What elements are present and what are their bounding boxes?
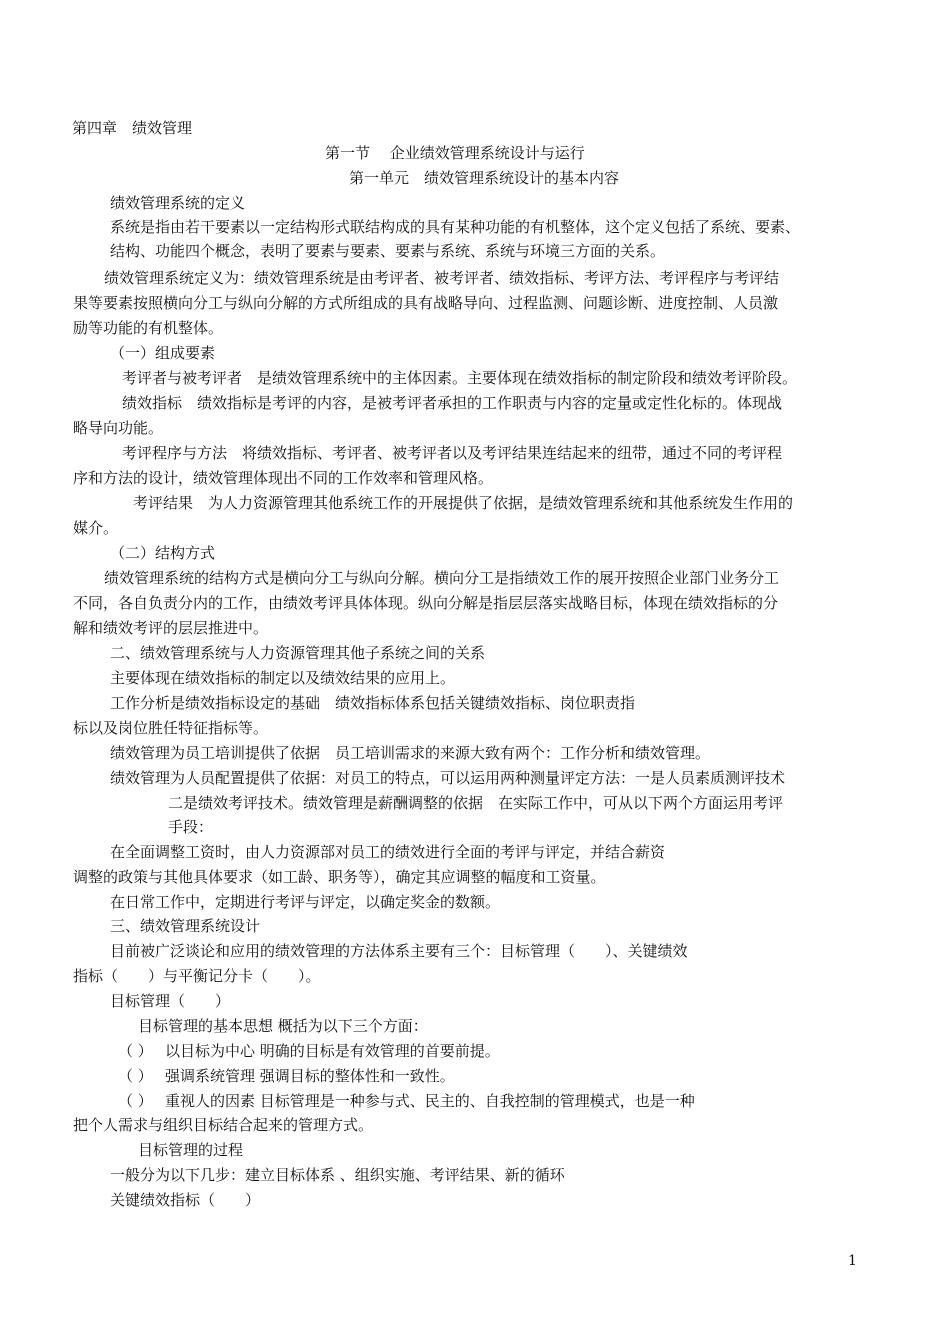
- text-line: 考评者与被考评者 是绩效管理系统中的主体因素。主要体现在绩效指标的制定阶段和绩效考评阶段。: [122, 369, 798, 387]
- text-line: （二）结构方式: [110, 544, 216, 562]
- text-line: 序和方法的设计，绩效管理体现出不同的工作效率和管理风格。: [73, 469, 494, 487]
- text-line: 目前被广泛谈论和应用的绩效管理的方法体系主要有三个：目标管理（ ）、关键绩效: [110, 942, 688, 960]
- text-line: 目标管理的过程: [138, 1141, 244, 1159]
- text-line: 在全面调整工资时，由人力资源部对员工的绩效进行全面的考评与评定，并结合薪资: [110, 843, 666, 861]
- text-line: 调整的政策与其他具体要求（如工龄、职务等），确定其应调整的幅度和工资量。: [73, 868, 606, 886]
- text-line: 绩效管理为员工培训提供了依据 员工培训需求的来源大致有两个：工作分析和绩效管理。: [110, 744, 711, 762]
- text-line: 媒介。: [73, 519, 119, 537]
- text-line: （ ） 重视人的因素 目标管理是一种参与式、民主的、自我控制的管理模式，也是一种: [118, 1092, 695, 1110]
- text-line: 标以及岗位胜任特征指标等。: [73, 719, 269, 737]
- unit-title: 第一单元 绩效管理系统设计的基本内容: [349, 169, 620, 187]
- text-line: 考评结果 为人力资源管理其他系统工作的开展提供了依据，是绩效管理系统和其他系统发生作用的: [133, 494, 794, 512]
- text-line: 目标管理（ ）: [110, 992, 231, 1010]
- text-line: 绩效管理系统的定义: [110, 194, 246, 212]
- text-line: 略导向功能。: [73, 419, 164, 437]
- text-line: 主要体现在绩效指标的制定以及绩效结果的应用上。: [110, 669, 456, 687]
- page-number: 1: [848, 1253, 857, 1269]
- text-line: 解和绩效考评的层层推进中。: [73, 619, 269, 637]
- text-line: 三、绩效管理系统设计: [110, 917, 261, 935]
- text-line: 绩效指标 绩效指标是考评的内容，是被考评者承担的工作职责与内容的定量或定性化标的。体现战: [122, 394, 783, 412]
- text-line: （一）组成要素: [110, 344, 216, 362]
- chapter-title: 第四章 绩效管理: [72, 119, 193, 137]
- text-line: 二是绩效考评技术。绩效管理是薪酬调整的依据 在实际工作中，可从以下两个方面运用考评: [168, 794, 784, 812]
- text-line: 果等要素按照横向分工与纵向分解的方式所组成的具有战略导向、过程监测、问题诊断、进度控制、人员激: [73, 294, 779, 312]
- text-line: 考评程序与方法 将绩效指标、考评者、被考评者以及考评结果连结起来的纽带，通过不同的考评程: [122, 444, 783, 462]
- text-line: 工作分析是绩效指标设定的基础 绩效指标体系包括关键绩效指标、岗位职责指: [110, 694, 636, 712]
- text-line: 指标（ ）与平衡记分卡（ ）。: [73, 967, 321, 985]
- text-line: 系统是指由若干要素以一定结构形式联结构成的具有某种功能的有机整体，这个定义包括了系统、要素、: [110, 218, 801, 236]
- text-line: 结构、功能四个概念，表明了要素与要素、要素与系统、系统与环境三方面的关系。: [110, 242, 666, 260]
- section-title: 第一节 企业绩效管理系统设计与运行: [325, 144, 585, 162]
- text-line: 关键绩效指标（ ）: [110, 1191, 261, 1209]
- text-line: （ ） 以目标为中心 明确的目标是有效管理的首要前提。: [118, 1042, 500, 1060]
- text-line: 绩效管理为人员配置提供了依据：对员工的特点，可以运用两种测量评定方法：一是人员素质测评技术: [110, 769, 786, 787]
- text-line: 励等功能的有机整体。: [73, 319, 224, 337]
- text-line: 二、绩效管理系统与人力资源管理其他子系统之间的关系: [110, 644, 486, 662]
- text-line: （ ） 强调系统管理 强调目标的整体性和一致性。: [118, 1067, 455, 1085]
- text-line: 绩效管理系统定义为：绩效管理系统是由考评者、被考评者、绩效指标、考评方法、考评程序与考评结: [104, 269, 780, 287]
- text-line: 一般分为以下几步：建立目标体系 、组织实施、考评结果、新的循环: [110, 1166, 565, 1184]
- text-line: 不同，各自负责分内的工作，由绩效考评具体体现。纵向分解是指层层落实战略目标，体现在绩效指标的分: [73, 594, 779, 612]
- text-line: 手段：: [168, 818, 214, 836]
- text-line: 目标管理的基本思想 概括为以下三个方面：: [138, 1017, 428, 1035]
- text-line: 绩效管理系统的结构方式是横向分工与纵向分解。横向分工是指绩效工作的展开按照企业部门业务分工: [104, 569, 780, 587]
- text-line: 在日常工作中，定期进行考评与评定，以确定奖金的数额。: [110, 893, 501, 911]
- text-line: 把个人需求与组织目标结合起来的管理方式。: [73, 1116, 374, 1134]
